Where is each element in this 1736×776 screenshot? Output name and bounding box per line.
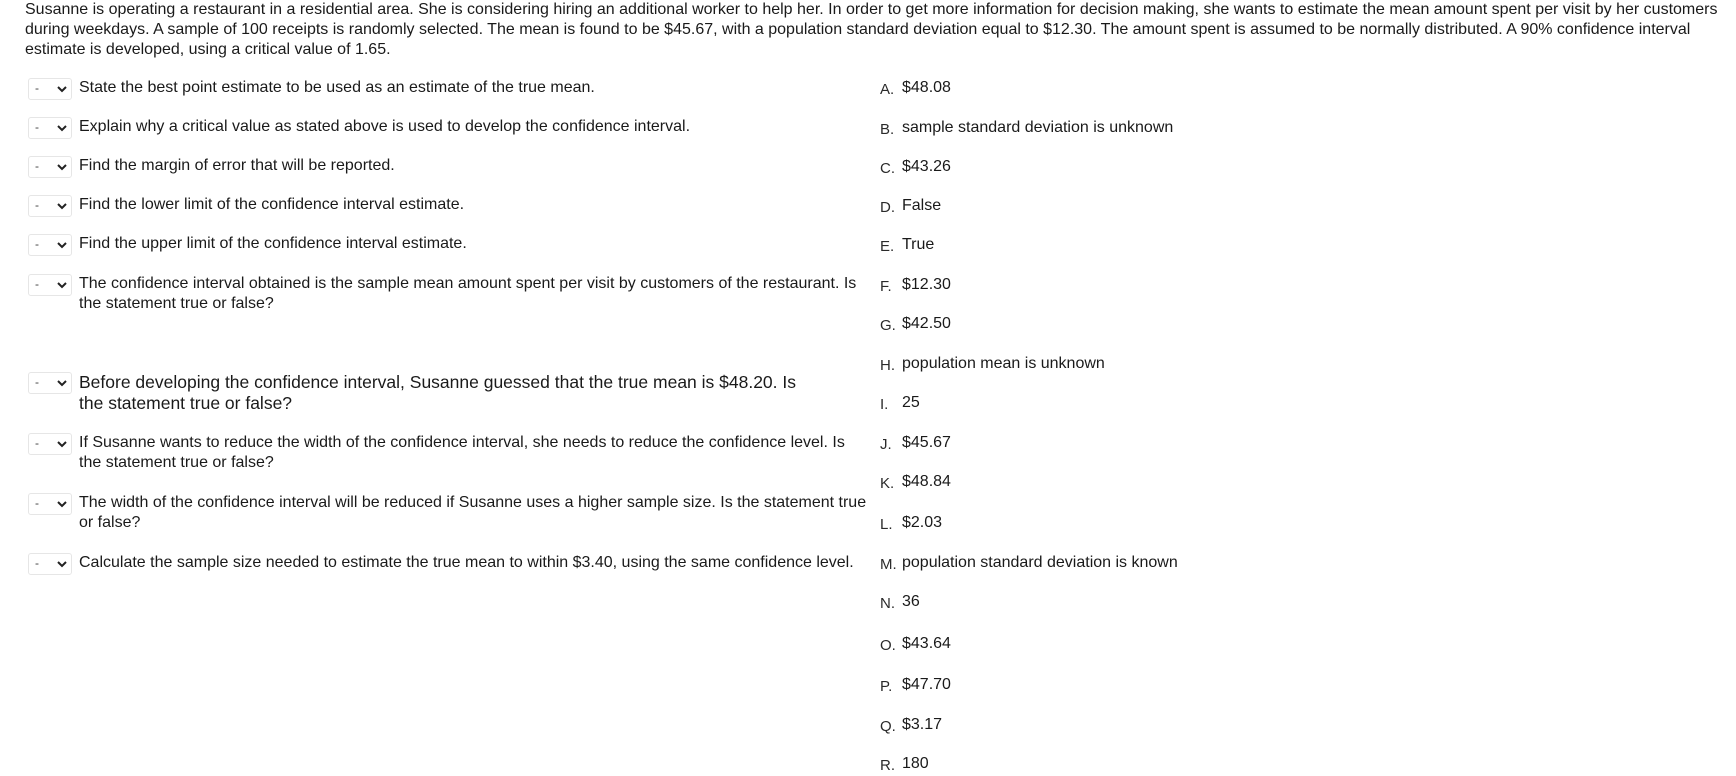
answer-choice: [880, 275, 951, 297]
answer-select[interactable]: [28, 234, 72, 256]
question-text: The confidence interval obtained is the sample mean amount spent per visit by customers of the restaurant. Is the statement true or false?: [79, 275, 857, 312]
choice-letter: P.: [880, 678, 893, 695]
question-row: [28, 372, 819, 414]
question-text: The width of the confidence interval will be reduced if Susanne uses a higher sample size. Is the statement true or false?: [79, 494, 867, 531]
choice-text: $12.30: [902, 276, 951, 293]
question-row: [28, 156, 819, 178]
choice-text: $3.17: [902, 716, 943, 733]
answer-choice: [880, 393, 920, 415]
chevron-down-icon: [55, 437, 69, 451]
answer-select[interactable]: [28, 78, 72, 100]
answer-choice: [880, 78, 951, 100]
answer-choice: [880, 157, 951, 179]
choice-text: 36: [902, 593, 920, 610]
choice-text: False: [902, 197, 942, 214]
answer-choice: [880, 513, 942, 535]
select-value: -: [35, 375, 39, 389]
select-value: -: [35, 556, 39, 570]
answer-select[interactable]: [28, 195, 72, 217]
choice-letter: R.: [880, 757, 895, 774]
choice-letter: F.: [880, 278, 892, 295]
select-value: -: [35, 198, 39, 212]
chevron-down-icon: [55, 278, 69, 292]
answer-choice: [880, 433, 951, 455]
choice-text: $45.67: [902, 434, 951, 451]
question-text: Find the margin of error that will be reported.: [79, 157, 395, 174]
answer-choice: [880, 118, 1173, 140]
choice-text: population mean is unknown: [902, 355, 1105, 372]
choice-letter: J.: [880, 436, 892, 453]
choice-letter: L.: [880, 516, 893, 533]
question-text: Explain why a critical value as stated above is used to develop the confidence interval.: [79, 118, 691, 135]
choice-text: 180: [902, 755, 929, 772]
choice-letter: O.: [880, 637, 896, 654]
answer-choice: [880, 634, 951, 656]
choice-text: $47.70: [902, 676, 951, 693]
choice-letter: M.: [880, 556, 897, 573]
answer-select[interactable]: [28, 553, 72, 575]
problem-statement: Susanne is operating a restaurant in a residential area. She is considering hiring an additional worker to help her. In order to get more information for decision making, she wants to estimate the mean amount spent per visit by her customers during weekdays. A sample of 100 receipts is randomly selected. The mean is found to be $45.67, with a population standard deviation equal to $12.30. The amount spent is assumed to be normally distributed. A 90% confidence interval estimate is developed, using a critical value of 1.65.: [25, 1, 1718, 58]
chevron-down-icon: [55, 160, 69, 174]
question-row: [28, 195, 819, 217]
question-row: [28, 78, 819, 100]
select-value: -: [35, 237, 39, 251]
answer-choice: [880, 472, 951, 494]
question-text: If Susanne wants to reduce the width of the confidence interval, she needs to reduce the confidence level. Is the statement true or false?: [79, 434, 845, 471]
select-value: -: [35, 496, 39, 510]
choice-letter: I.: [880, 396, 889, 413]
answer-choice: [880, 754, 929, 776]
choice-letter: C.: [880, 160, 895, 177]
choice-letter: G.: [880, 317, 896, 334]
answer-choice: [880, 715, 942, 737]
answer-choice: [880, 592, 920, 614]
choice-text: $2.03: [902, 514, 943, 531]
select-value: -: [35, 277, 39, 291]
answer-select[interactable]: [28, 433, 72, 455]
question-row: [28, 117, 879, 139]
answer-choice: [880, 354, 1105, 376]
chevron-down-icon: [55, 376, 69, 390]
choice-text: 25: [902, 394, 920, 411]
answer-choice: [880, 553, 1178, 575]
answer-choice: [880, 314, 951, 336]
answer-choice: [880, 235, 934, 257]
chevron-down-icon: [55, 497, 69, 511]
answer-choice: [880, 675, 951, 697]
choice-text: True: [902, 236, 935, 253]
question-text: Find the lower limit of the confidence interval estimate.: [79, 196, 465, 213]
answer-select[interactable]: [28, 493, 72, 515]
choice-text: $48.84: [902, 473, 951, 490]
choice-letter: A.: [880, 81, 895, 98]
chevron-down-icon: [55, 557, 69, 571]
choice-letter: D.: [880, 199, 895, 216]
choice-text: $48.08: [902, 79, 951, 96]
answer-select[interactable]: [28, 117, 72, 139]
choice-letter: H.: [880, 357, 895, 374]
question-row: [28, 553, 879, 575]
choice-letter: B.: [880, 121, 895, 138]
choice-letter: K.: [880, 475, 895, 492]
question-row: [28, 433, 869, 473]
chevron-down-icon: [55, 121, 69, 135]
answer-select[interactable]: [28, 274, 72, 296]
chevron-down-icon: [55, 199, 69, 213]
chevron-down-icon: [55, 82, 69, 96]
answer-choice: [880, 196, 941, 218]
question-text: State the best point estimate to be used as an estimate of the true mean.: [79, 79, 595, 96]
chevron-down-icon: [55, 238, 69, 252]
question-text: Find the upper limit of the confidence interval estimate.: [79, 235, 467, 252]
question-row: [28, 274, 879, 314]
select-value: -: [35, 81, 39, 95]
question-row: [28, 493, 869, 533]
select-value: -: [35, 159, 39, 173]
choice-letter: E.: [880, 238, 895, 255]
question-text: Before developing the confidence interval, Susanne guessed that the true mean is $48.20. Is the statement true or false?: [79, 372, 797, 413]
question-row: [28, 234, 819, 256]
choice-letter: Q.: [880, 718, 896, 735]
question-text: Calculate the sample size needed to estimate the true mean to within $3.40, using the same confidence level.: [79, 554, 854, 571]
choice-letter: N.: [880, 595, 895, 612]
select-value: -: [35, 436, 39, 450]
answer-select[interactable]: [28, 156, 72, 178]
answer-select[interactable]: [28, 372, 72, 394]
choice-text: $43.64: [902, 635, 951, 652]
select-value: -: [35, 120, 39, 134]
choice-text: sample standard deviation is unknown: [902, 119, 1174, 136]
choice-text: $43.26: [902, 158, 951, 175]
choice-text: population standard deviation is known: [902, 554, 1178, 571]
choice-text: $42.50: [902, 315, 951, 332]
